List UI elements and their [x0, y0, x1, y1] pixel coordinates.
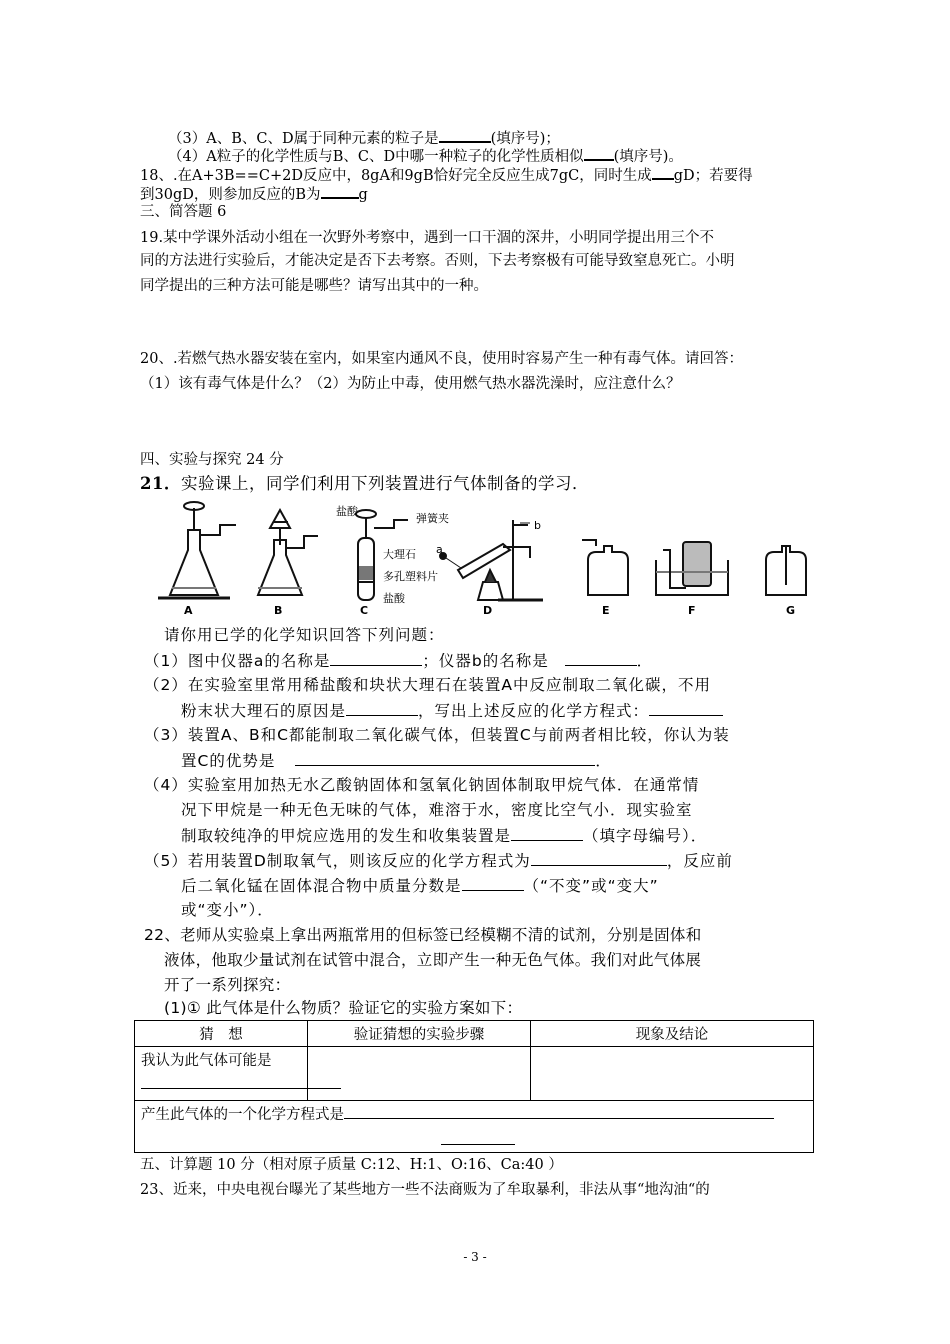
section-3-title: 三、简答题 6 [140, 204, 227, 220]
label-d-a: a [436, 543, 443, 556]
q20-line2: （1）该有毒气体是什么？（2）为防止中毒，使用燃气热水器洗澡时，应注意什么？ [140, 376, 681, 392]
page-number: - 3 - [463, 1250, 487, 1264]
equation-blank2[interactable] [441, 1144, 515, 1145]
q21-4-line3: 制取较纯净的甲烷应选用的发生和收集装置是 （填字母编号）． [181, 827, 708, 845]
q19-line2: 同的方法进行实验后，才能决定是否下去考察。否则，下去考察极有可能导致窒息死亡。小明 [140, 253, 735, 269]
q17-4: （4）A粒子的化学性质与B、C、D中哪一种粒子的化学性质相似 (填序号)。 [168, 145, 683, 167]
guess-text: 我认为此气体可能是 [141, 1053, 272, 1069]
q18-line2: 到30gD，则参加反应的B为 g [140, 183, 368, 205]
label-e: E [602, 604, 610, 617]
q21-3-line2: 置C的优势是 ． [181, 752, 612, 770]
header-steps: 验证猜想的实验步骤 [308, 1021, 531, 1047]
header-result: 现象及结论 [531, 1021, 814, 1047]
label-f: F [688, 604, 696, 617]
label-plate: 多孔塑料片 [383, 570, 438, 583]
q21-4-line1: （4）实验室用加热无水乙酸钠固体和氢氧化钠固体制取甲烷气体．在通常情 [144, 776, 700, 794]
q21-5-line1: （5）若用装置D制取氧气，则该反应的化学方程式为 ，反应前 [144, 852, 733, 870]
label-a: A [184, 604, 193, 617]
q21-3-line1: （3）装置A、B和C都能制取二氧化碳气体，但装置C与前两者相比较，你认为装 [144, 726, 730, 744]
q21-2-line2: 粉末状大理石的原因是 ，写出上述反应的化学方程式： [181, 701, 723, 721]
label-d-b: b [534, 519, 541, 532]
label-marble: 大理石 [383, 548, 416, 561]
apparatus-figure [158, 500, 818, 618]
label-b: B [274, 604, 283, 617]
q18-line1: 18、.在A+3B==C+2D反应中，8gA和9gB恰好完全反应生成7gC，同时生成 gD；若要得 [140, 164, 753, 186]
cell-steps[interactable] [308, 1047, 531, 1101]
q21-intro: 请你用已学的化学知识回答下列问题： [164, 626, 445, 644]
q17-3: （3）A、B、C、D属于同种元素的粒子是 (填序号)； [168, 127, 560, 149]
q21-4-line2: 况下甲烷是一种无色无味的气体，难溶于水，密度比空气小．现实验室 [181, 801, 693, 819]
q21-2-line1: （2）在实验室里常用稀盐酸和块状大理石在装置A中反应制取二氧化碳，不用 [144, 676, 711, 694]
header-guess: 猜 想 [135, 1021, 308, 1047]
label-hcl-top: 盐酸 [336, 505, 358, 518]
label-c: C [360, 604, 369, 617]
label-g: G [786, 604, 796, 617]
q22-line1: 22、老师从实验桌上拿出两瓶常用的但标签已经模糊不清的试剂，分别是固体和 [144, 926, 702, 944]
section-5-title: 五、计算题 10 分（相对原子质量 C:12、H:1、O:16、Ca:40 ） [140, 1157, 563, 1173]
q20-line1: 20、.若燃气热水器安装在室内，如果室内通风不良，使用时容易产生一种有毒气体。请回答： [140, 351, 744, 367]
q22-line3: 开了一系列探究： [164, 976, 291, 994]
q21-5-line2: 后二氧化锰在固体混合物中质量分数是 （“不变”或“变大” [181, 877, 659, 895]
label-d: D [483, 604, 493, 617]
q21-stem: 21．实验课上，同学们利用下列装置进行气体制备的学习． [140, 474, 589, 493]
q21-5-line3: 或“变小”）． [181, 901, 274, 919]
q22-line4: (1)① 此气体是什么物质？验证它的实验方案如下： [164, 999, 523, 1017]
cell-guess [135, 1047, 308, 1101]
q19-line1: 19.某中学课外活动小组在一次野外考察中，遇到一口干涸的深井，小明同学提出用三个不 [140, 230, 715, 246]
experiment-table [134, 1020, 814, 1153]
label-hcl-bottom: 盐酸 [383, 592, 405, 605]
q19-line3: 同学提出的三种方法可能是哪些？请写出其中的一种。 [140, 278, 488, 294]
equation-label: 产生此气体的一个化学方程式是 [141, 1107, 344, 1123]
q22-line2: 液体，他取少量试剂在试管中混合，立即产生一种无色气体。我们对此气体展 [164, 951, 702, 969]
q23-line1: 23、近来，中央电视台曝光了某些地方一些不法商贩为了牟取暴利，非法从事“地沟油“的 [140, 1182, 710, 1198]
section-4-title: 四、实验与探究 24 分 [140, 452, 284, 468]
label-clip: 弹簧夹 [416, 512, 449, 525]
cell-equation[interactable] [135, 1101, 814, 1153]
cell-result[interactable] [531, 1047, 814, 1101]
q21-1: （1）图中仪器a的名称是 ；仪器b的名称是 ． [144, 652, 654, 670]
